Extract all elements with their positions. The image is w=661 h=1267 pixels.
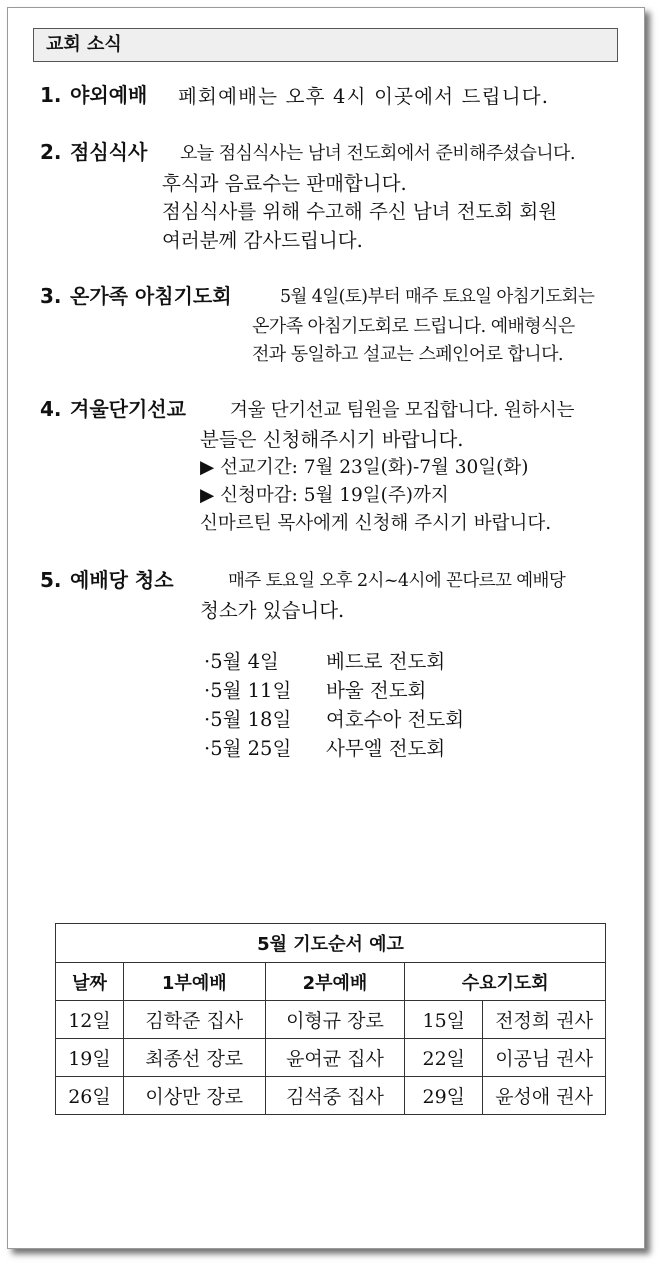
header-first-service: 1부예배: [123, 963, 265, 1001]
news-item-outdoor-service: [40, 81, 620, 111]
row-second-service: 윤여균 집사: [265, 1039, 405, 1077]
row-wed-date: 15일: [405, 1001, 483, 1039]
item-text: 점심식사를 위해 수고해 주신 남녀 전도회 회원: [162, 200, 558, 223]
item-text: 5월 4일(토)부터 매주 토요일 아침기도회는: [280, 287, 595, 307]
row-first-service: 이상만 장로: [123, 1077, 265, 1115]
news-item-family-prayer: [40, 282, 620, 377]
row-second-service: 김석중 집사: [265, 1077, 405, 1115]
row-first-service: 최종선 장로: [123, 1039, 265, 1077]
row-date: 19일: [56, 1039, 124, 1077]
item-title: 겨울단기선교: [70, 397, 186, 421]
table-caption: 5월 기도순서 예고: [56, 924, 606, 963]
item-title: 예배당 청소: [70, 568, 174, 592]
table-row: [56, 1001, 606, 1039]
item-text: 겨울 단기선교 팀원을 모집합니다. 원하시는: [230, 400, 575, 421]
row-wed-leader: 이공님 권사: [483, 1039, 606, 1077]
item-title: 야외예배: [70, 83, 148, 107]
item-text: 전과 동일하고 설교는 스페인어로 합니다.: [252, 344, 564, 365]
item-title: 온가족 아침기도회: [70, 284, 232, 308]
row-wed-date: 29일: [405, 1077, 483, 1115]
schedule-date: ·5월 18일: [204, 708, 292, 731]
row-date: 26일: [56, 1077, 124, 1115]
schedule-date: ·5월 4일: [204, 650, 279, 673]
item-text: 오늘 점심식사는 남녀 전도회에서 준비해주셨습니다.: [180, 143, 575, 164]
item-number: 4.: [40, 397, 62, 421]
cleaning-schedule: [204, 647, 464, 763]
item-text: 분들은 신청해주시기 바랍니다.: [200, 428, 464, 451]
item-text: 청소가 있습니다.: [200, 599, 345, 622]
schedule-row: [204, 705, 464, 734]
row-wed-leader: 전정희 권사: [483, 1001, 606, 1039]
row-first-service: 김학준 집사: [123, 1001, 265, 1039]
item-number: 3.: [40, 284, 62, 308]
row-second-service: 이형규 장로: [265, 1001, 405, 1039]
table-caption-row: [56, 924, 606, 963]
header-date: 날짜: [56, 963, 124, 1001]
item-text: 온가족 아침기도회로 드립니다. 예배형식은: [252, 316, 575, 337]
item-text: 매주 토요일 오후 2시~4시에 꼰다르꼬 예배당: [228, 571, 566, 591]
row-wed-leader: 윤성애 권사: [483, 1077, 606, 1115]
schedule-row: [204, 647, 464, 676]
item-text: 후식과 음료수는 판매합니다.: [162, 172, 407, 195]
table-row: [56, 1039, 606, 1077]
item-text: ▶ 신청마감: 5월 19일(주)까지: [200, 485, 449, 506]
schedule-group: 바울 전도회: [326, 679, 427, 702]
schedule-group: 여호수아 전도회: [326, 708, 465, 731]
table-header-row: [56, 963, 606, 1001]
news-item-lunch: [40, 138, 620, 258]
row-wed-date: 22일: [405, 1039, 483, 1077]
schedule-date: ·5월 11일: [204, 679, 292, 702]
item-number: 2.: [40, 140, 62, 164]
schedule-group: 사무엘 전도회: [326, 737, 446, 760]
item-number: 1.: [40, 83, 62, 107]
item-number: 5.: [40, 568, 62, 592]
prayer-order-table: [55, 923, 606, 1115]
header-second-service: 2부예배: [265, 963, 405, 1001]
news-item-church-cleaning: [40, 566, 620, 626]
row-date: 12일: [56, 1001, 124, 1039]
item-text: 여러분께 감사드립니다.: [162, 229, 363, 252]
schedule-date: ·5월 25일: [204, 737, 292, 760]
item-title: 점심식사: [70, 140, 148, 164]
table-row: [56, 1077, 606, 1115]
item-text: 신마르틴 목사에게 신청해 주시기 바랍니다.: [200, 513, 552, 534]
header-wednesday-prayer: 수요기도회: [405, 963, 606, 1001]
item-text: 페회예배는 오후 4시 이곳에서 드립니다.: [178, 85, 550, 108]
item-text: ▶ 선교기간: 7월 23일(화)-7월 30일(화): [200, 457, 529, 478]
schedule-row: [204, 734, 464, 763]
news-item-winter-mission: [40, 395, 620, 545]
schedule-group: 베드로 전도회: [326, 650, 446, 673]
schedule-row: [204, 676, 464, 705]
section-title: 교회 소식: [33, 28, 618, 62]
